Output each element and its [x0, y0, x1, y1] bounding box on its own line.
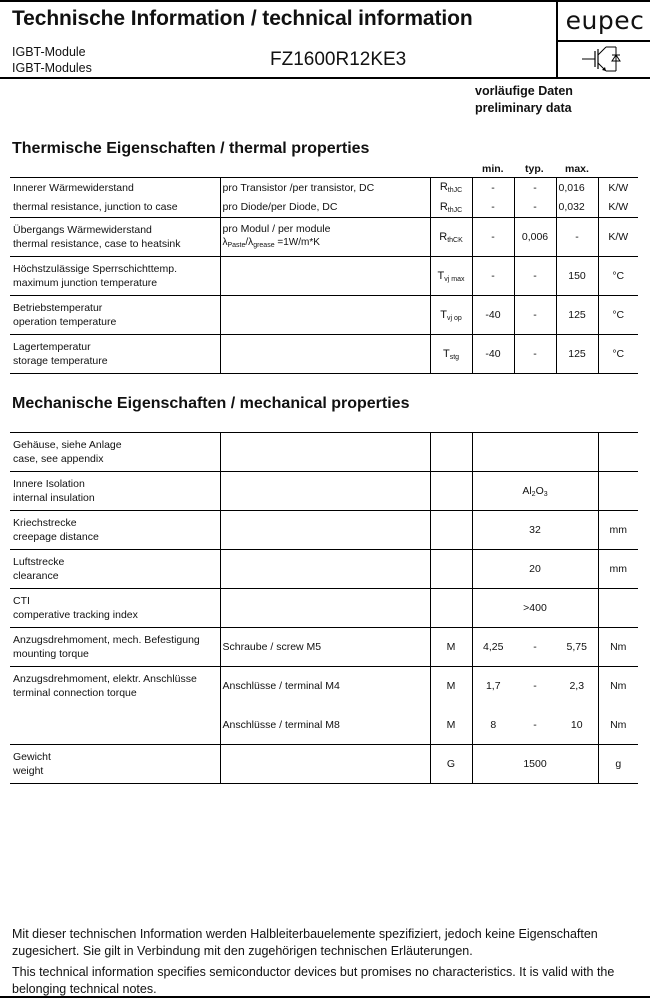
thermal-properties-table	[10, 177, 638, 374]
value-max: 125	[556, 335, 598, 374]
param-condition	[220, 296, 430, 335]
value-typ: -	[514, 296, 556, 335]
table-row	[10, 589, 638, 628]
param-description	[10, 433, 220, 472]
value-unit	[598, 589, 638, 628]
value-unit: K/W	[598, 178, 638, 198]
table-row	[10, 472, 638, 511]
value-max: 2,3	[569, 680, 585, 693]
param-description	[10, 667, 220, 706]
param-description	[10, 218, 220, 257]
module-type-de: IGBT-Module	[12, 45, 86, 59]
value-min: -	[472, 198, 514, 218]
param-desc-en: terminal connection torque	[13, 687, 137, 699]
param-symbol: M	[430, 667, 472, 706]
param-value: 1500	[472, 745, 598, 784]
param-desc-de: Betriebstemperatur	[13, 302, 103, 314]
param-description	[10, 511, 220, 550]
column-header-max: max.	[565, 163, 589, 175]
param-symbol	[430, 472, 472, 511]
value-min: -40	[472, 296, 514, 335]
header-top-rule	[0, 0, 650, 2]
mechanical-properties-table	[10, 432, 638, 784]
column-header-min: min.	[482, 163, 504, 175]
param-symbol: M	[430, 706, 472, 745]
param-desc-de: CTI	[13, 595, 30, 607]
value-typ: -	[514, 257, 556, 296]
disclaimer-de: Mit dieser technischen Information werden Halbleiterbauelemente spezifiziert, jedoch keine Eigenschaften zugesichert. Sie gilt in Verbindung mit den zugehörigen technischen Erläuterungen.	[12, 927, 598, 958]
param-symbol	[430, 550, 472, 589]
param-desc-en: operation temperature	[13, 316, 117, 328]
param-symbol: G	[430, 745, 472, 784]
param-description	[10, 706, 220, 745]
table-row	[10, 218, 638, 257]
param-condition	[220, 257, 430, 296]
table-row	[10, 257, 638, 296]
param-symbol: Tstg	[430, 335, 472, 374]
logo-divider	[556, 40, 650, 42]
param-symbol: RthJC	[430, 178, 472, 198]
param-desc-en: mounting torque	[13, 648, 89, 660]
value-max: 150	[556, 257, 598, 296]
value-min: 4,25	[472, 628, 514, 667]
table-row	[10, 433, 638, 472]
param-desc-de: Gehäuse, siehe Anlage	[13, 439, 122, 451]
param-desc-en: case, see appendix	[13, 453, 104, 465]
param-description	[10, 745, 220, 784]
table-row	[10, 198, 638, 218]
value-unit: mm	[598, 511, 638, 550]
param-condition	[220, 745, 430, 784]
table-row	[10, 296, 638, 335]
param-condition: pro Diode/per Diode, DC	[220, 198, 430, 218]
param-desc-en: maximum junction temperature	[13, 277, 158, 289]
value-min: 8	[472, 706, 514, 745]
table-row	[10, 335, 638, 374]
param-desc-en: weight	[13, 765, 44, 777]
value-unit: K/W	[598, 198, 638, 218]
param-desc-en: thermal resistance, junction to case	[10, 198, 220, 218]
thermal-section-title: Thermische Eigenschaften / thermal properties	[12, 140, 370, 157]
document-title: Technische Information / technical information	[12, 7, 473, 30]
param-condition	[220, 472, 430, 511]
param-desc-en: creepage distance	[13, 531, 99, 543]
param-value: 20	[472, 550, 598, 589]
param-description	[10, 589, 220, 628]
table-row	[10, 628, 638, 667]
value-unit: K/W	[598, 218, 638, 257]
value-min: 1,7	[472, 667, 514, 706]
column-header-typ: typ.	[525, 163, 544, 175]
param-description	[10, 335, 220, 374]
param-description	[10, 550, 220, 589]
value-unit: Nm	[598, 628, 638, 667]
param-condition: Anschlüsse / terminal M8	[220, 706, 430, 745]
param-desc-de: Innerer Wärmewiderstand	[10, 178, 220, 198]
value-unit: g	[598, 745, 638, 784]
header-bottom-rule	[0, 77, 650, 79]
value-typ: -	[514, 706, 556, 745]
value-min: -40	[472, 335, 514, 374]
value-unit: °C	[598, 335, 638, 374]
param-condition	[220, 511, 430, 550]
param-condition	[220, 589, 430, 628]
param-description	[10, 472, 220, 511]
table-row	[10, 667, 638, 706]
table-row	[10, 178, 638, 198]
data-status	[475, 83, 573, 117]
param-desc-en: storage temperature	[13, 355, 108, 367]
param-symbol: RthCK	[430, 218, 472, 257]
value-unit: mm	[598, 550, 638, 589]
value-max: 5,75	[556, 628, 598, 667]
param-desc-en: internal insulation	[13, 492, 95, 504]
value-max: -	[556, 218, 598, 257]
value-typ: -	[514, 178, 556, 198]
header-divider	[556, 0, 558, 78]
igbt-diode-symbol-icon	[578, 43, 628, 75]
param-value	[472, 433, 598, 472]
data-status-de: vorläufige Daten	[475, 84, 573, 98]
param-condition	[220, 433, 430, 472]
value-unit: Nm	[598, 667, 638, 706]
param-desc-de: Innere Isolation	[13, 478, 85, 490]
param-symbol	[430, 511, 472, 550]
param-desc-de: Lagertemperatur	[13, 341, 91, 353]
param-condition: Anschlüsse / terminal M4	[220, 667, 430, 706]
value-min: -	[472, 178, 514, 198]
table-row	[10, 706, 638, 745]
part-number: FZ1600R12KE3	[270, 49, 407, 70]
param-desc-en: comperative tracking index	[13, 609, 138, 621]
param-desc-en: clearance	[13, 570, 59, 582]
param-condition	[220, 335, 430, 374]
param-condition: pro Transistor /per transistor, DC	[220, 178, 430, 198]
table-row	[10, 745, 638, 784]
value-typ: 0,006	[514, 218, 556, 257]
param-desc-de: Luftstrecke	[13, 556, 65, 568]
value-typ: -	[514, 198, 556, 218]
value-unit	[598, 433, 638, 472]
value-unit	[598, 472, 638, 511]
value-max: 0,016	[556, 178, 598, 198]
param-symbol	[430, 433, 472, 472]
param-value: 32	[472, 511, 598, 550]
data-status-en: preliminary data	[475, 101, 572, 115]
param-desc-en: thermal resistance, case to heatsink	[13, 238, 181, 250]
param-symbol: M	[430, 628, 472, 667]
param-condition	[220, 550, 430, 589]
param-desc-de: Anzugsdrehmoment, elektr. Anschlüsse	[13, 673, 197, 685]
param-value: >400	[472, 589, 598, 628]
brand-logo: eupec	[565, 6, 645, 35]
mechanical-section-title: Mechanische Eigenschaften / mechanical properties	[12, 395, 410, 412]
param-symbol: Tvj max	[430, 257, 472, 296]
value-typ: -	[514, 628, 556, 667]
module-type	[12, 44, 92, 76]
module-type-en: IGBT-Modules	[12, 61, 92, 75]
param-desc-de: Kriechstrecke	[13, 517, 77, 529]
param-symbol: RthJC	[430, 198, 472, 218]
param-desc-de: Anzugsdrehmoment, mech. Befestigung	[13, 634, 200, 646]
disclaimer-en: This technical information specifies semiconductor devices but promises no characteristics. It is valid with the belonging technical notes.	[12, 965, 615, 996]
value-unit: Nm	[598, 706, 638, 745]
param-description	[10, 257, 220, 296]
value-max: 125	[556, 296, 598, 335]
param-symbol	[430, 589, 472, 628]
value-min: -	[472, 218, 514, 257]
param-desc-de: Höchstzulässige Sperrschichttemp.	[13, 263, 177, 275]
param-desc-de: Übergangs Wärmewiderstand	[13, 224, 152, 236]
value-unit: °C	[598, 257, 638, 296]
value-min: -	[472, 257, 514, 296]
value-max: 10	[556, 706, 598, 745]
value-typ: -	[533, 680, 537, 693]
param-value: $Al_2O_3$	[472, 472, 598, 511]
param-condition: pro Modul / per module $\lambda_{Paste}/\lambda_{grease} =1W/m*K$	[220, 218, 430, 257]
value-max: 0,032	[556, 198, 598, 218]
table-row	[10, 550, 638, 589]
param-desc-de: Gewicht	[13, 751, 51, 763]
table-row	[10, 511, 638, 550]
param-symbol: Tvj op	[430, 296, 472, 335]
param-condition: Schraube / screw M5	[220, 628, 430, 667]
param-description	[10, 628, 220, 667]
value-typ: -	[514, 335, 556, 374]
value-unit: °C	[598, 296, 638, 335]
param-description	[10, 296, 220, 335]
